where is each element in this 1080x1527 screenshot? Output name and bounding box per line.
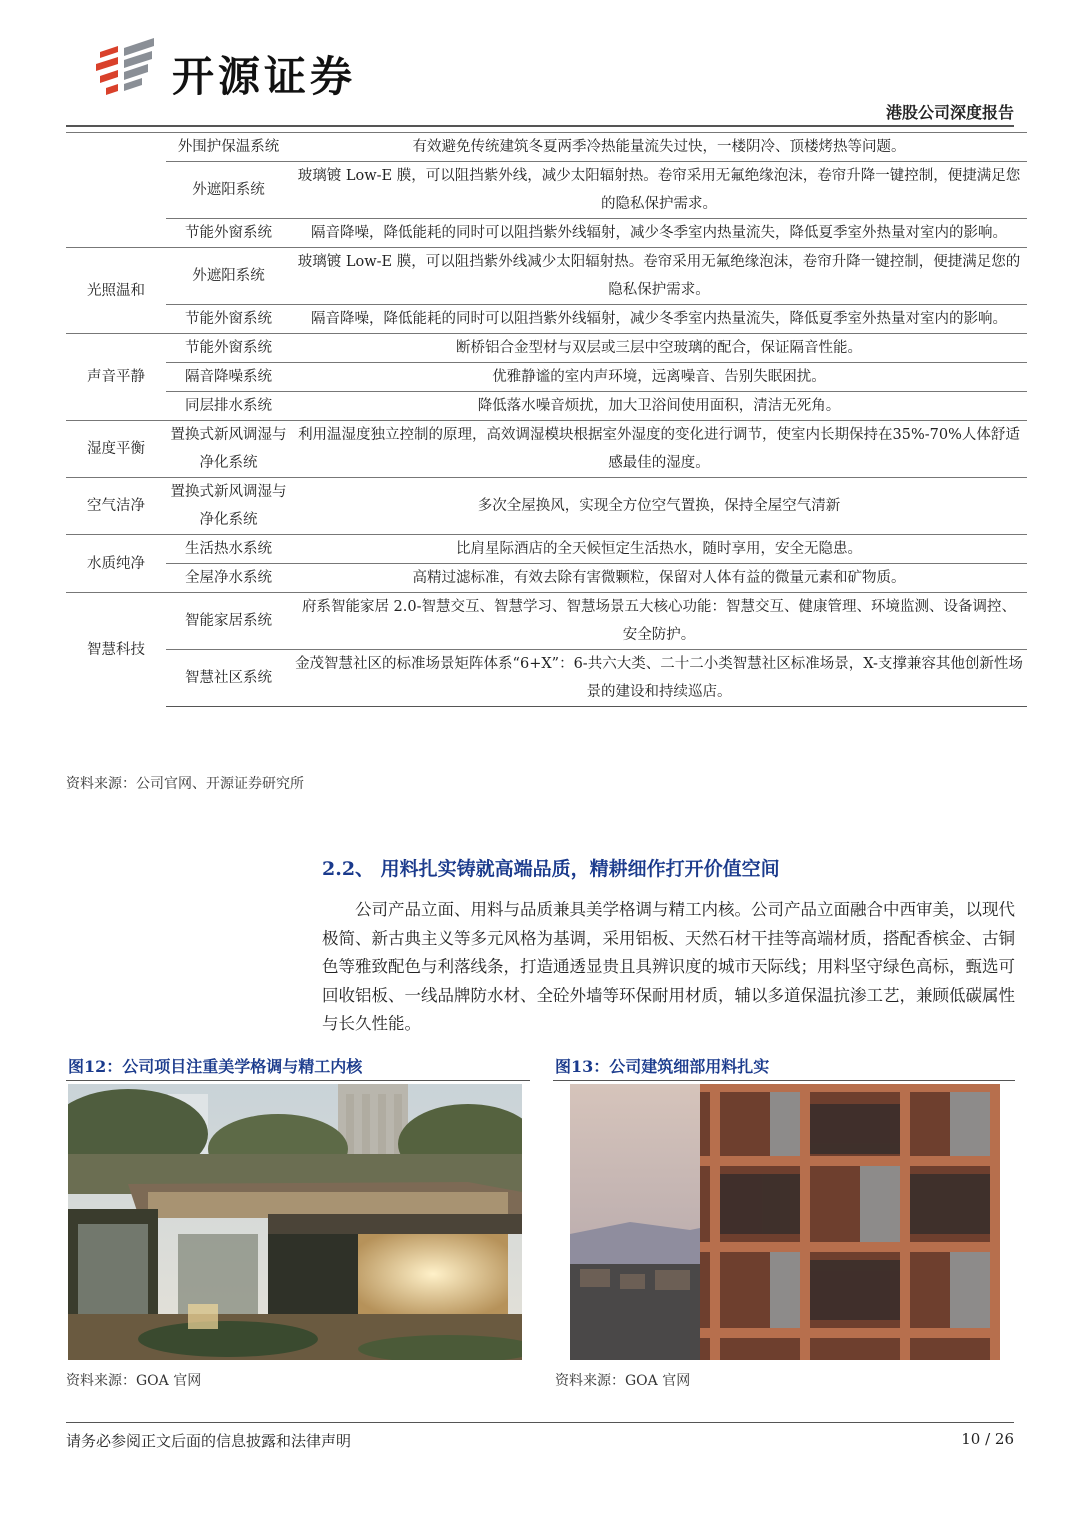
system-desc: 隔音降噪，降低能耗的同时可以阻挡紫外线辐射，减少冬季室内热量流失，降低夏季室外热量对室内的影响。 [291, 305, 1027, 334]
system-desc: 比肩星际酒店的全天候恒定生活热水，随时享用，安全无隐患。 [291, 535, 1027, 564]
table-row [66, 564, 1027, 593]
system-desc: 多次全屋换风，实现全方位空气置换，保持全屋空气清新 [291, 478, 1027, 535]
system-desc: 断桥铝合金型材与双层或三层中空玻璃的配合，保证隔音性能。 [291, 334, 1027, 363]
table-row [66, 133, 1027, 162]
table-row [66, 248, 1027, 305]
group-label: 水质纯净 [66, 535, 166, 593]
figure-12-source: 资料来源：GOA 官网 [66, 1373, 202, 1389]
courtyard-photo-icon [68, 1084, 522, 1360]
table-row [66, 535, 1027, 564]
system-desc: 玻璃镀 Low-E 膜，可以阻挡紫外线，减少太阳辐射热。卷帘采用无氟绝缘泡沫，卷帘升降一键控制，便捷满足您的隐私保护需求。 [291, 162, 1027, 219]
figure-13-caption: 图13：公司建筑细部用料扎实 [555, 1057, 770, 1076]
system-name: 智慧社区系统 [166, 650, 291, 707]
system-name: 外遮阳系统 [166, 248, 291, 305]
table-row [66, 305, 1027, 334]
figure-12-caption: 图12：公司项目注重美学格调与精工内核 [68, 1057, 363, 1076]
system-desc: 玻璃镀 Low-E 膜，可以阻挡紫外线减少太阳辐射热。卷帘采用无氟绝缘泡沫，卷帘升降一键控制，便捷满足您的隐私保护需求。 [291, 248, 1027, 305]
table-row [66, 219, 1027, 248]
section-body [322, 896, 1015, 1039]
group-label: 智慧科技 [66, 593, 166, 707]
system-name: 节能外窗系统 [166, 334, 291, 363]
table-row [66, 650, 1027, 707]
figure-13-rule [553, 1080, 1015, 1081]
table-row [66, 421, 1027, 478]
system-name: 节能外窗系统 [166, 219, 291, 248]
table-source: 资料来源：公司官网、开源证券研究所 [66, 776, 304, 792]
group-label: 声音平静 [66, 334, 166, 421]
facade-photo-icon [570, 1084, 1000, 1360]
table-row [66, 593, 1027, 650]
group-label [66, 133, 166, 248]
feature-table [66, 132, 1027, 707]
system-name: 智能家居系统 [166, 593, 291, 650]
header-divider [66, 125, 1014, 127]
system-desc: 降低落水噪音烦扰，加大卫浴间使用面积，清洁无死角。 [291, 392, 1027, 421]
logo-mark-icon [92, 38, 162, 100]
figure-12-image [68, 1084, 522, 1360]
system-name: 全屋净水系统 [166, 564, 291, 593]
figure-13-image [570, 1084, 1000, 1360]
system-desc: 有效避免传统建筑冬夏两季冷热能量流失过快，一楼阴冷、顶楼烤热等问题。 [291, 133, 1027, 162]
table-row [66, 363, 1027, 392]
system-desc: 府系智能家居 2.0-智慧交互、智慧学习、智慧场景五大核心功能：智慧交互、健康管理、环境监测、设备调控、安全防护。 [291, 593, 1027, 650]
figure-13-source: 资料来源：GOA 官网 [555, 1373, 691, 1389]
company-name: 开源证券 [172, 52, 357, 101]
system-desc: 隔音降噪，降低能耗的同时可以阻挡紫外线辐射，减少冬季室内热量流失，降低夏季室外热量对室内的影响。 [291, 219, 1027, 248]
system-name: 隔音降噪系统 [166, 363, 291, 392]
footer-disclaimer: 请务必参阅正文后面的信息披露和法律声明 [66, 1432, 352, 1450]
page-number: 10 / 26 [961, 1430, 1014, 1448]
system-name: 外围护保温系统 [166, 133, 291, 162]
group-label: 湿度平衡 [66, 421, 166, 478]
system-desc: 金茂智慧社区的标准场景矩阵体系“6+X”：6-共六大类、二十二小类智慧社区标准场景，X-支撑兼容其他创新性场景的建设和持续巡店。 [291, 650, 1027, 707]
section-title: 2.2、 用料扎实铸就高端品质，精耕细作打开价值空间 [322, 858, 780, 880]
system-desc: 优雅静谧的室内声环境，远离噪音、告别失眠困扰。 [291, 363, 1027, 392]
figure-12-rule [66, 1080, 530, 1081]
report-type: 港股公司深度报告 [885, 103, 1014, 122]
system-name: 置换式新风调湿与净化系统 [166, 421, 291, 478]
system-name: 生活热水系统 [166, 535, 291, 564]
system-desc: 利用温湿度独立控制的原理，高效调湿模块根据室外湿度的变化进行调节，使室内长期保持在35%-70%人体舒适感最佳的湿度。 [291, 421, 1027, 478]
footer-divider [66, 1422, 1014, 1423]
group-label: 光照温和 [66, 248, 166, 334]
system-name: 同层排水系统 [166, 392, 291, 421]
table-row [66, 334, 1027, 363]
body-paragraph: 公司产品立面、用料与品质兼具美学格调与精工内核。公司产品立面融合中西审美，以现代极简、新古典主义等多元风格为基调，采用铝板、天然石材干挂等高端材质，搭配香槟金、古铜色等雅致配色与利落线条，打造通透显贵且具辨识度的城市天际线；用料坚守绿色高标，甄选可回收铝板、一线品牌防水材、全砼外墙等环保耐用材质，辅以多道保温抗渗工艺，兼顾低碳属性与长久性能。 [322, 900, 1015, 1033]
table-row [66, 162, 1027, 219]
system-name: 节能外窗系统 [166, 305, 291, 334]
company-logo [92, 38, 392, 100]
table-row [66, 392, 1027, 421]
table-row [66, 478, 1027, 535]
system-desc: 高精过滤标准，有效去除有害微颗粒，保留对人体有益的微量元素和矿物质。 [291, 564, 1027, 593]
system-name: 外遮阳系统 [166, 162, 291, 219]
group-label: 空气洁净 [66, 478, 166, 535]
system-name: 置换式新风调湿与净化系统 [166, 478, 291, 535]
